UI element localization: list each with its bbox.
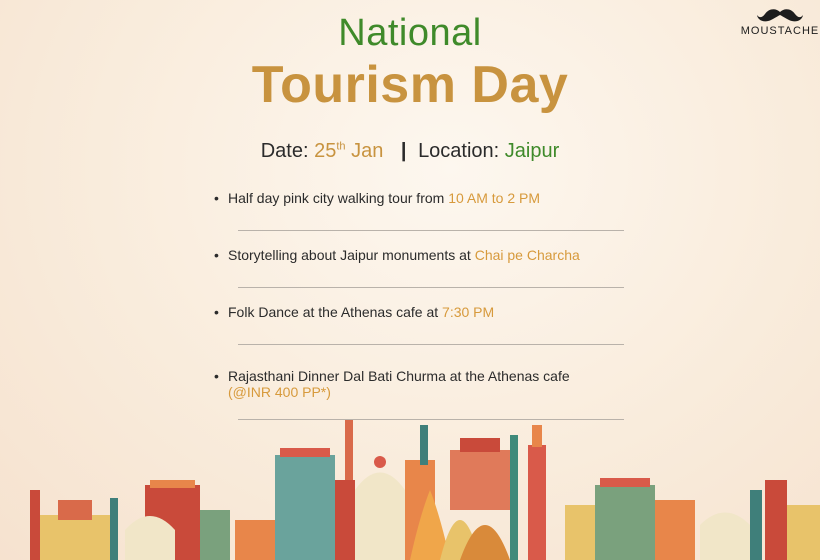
list-item: • Folk Dance at the Athenas cafe at 7:30 PM — [214, 304, 495, 320]
jaipur-skyline-illustration — [0, 420, 820, 560]
list-item: • Rajasthani Dinner Dal Bati Churma at the Athenas cafe (@INR 400 PP*) — [214, 368, 570, 400]
list-item: • Storytelling about Jaipur monuments at Chai pe Charcha — [214, 247, 580, 263]
title-tourism-day: Tourism Day — [251, 56, 569, 114]
meta-separator: | — [400, 140, 407, 162]
bullet: • — [214, 247, 219, 263]
title-national: National — [338, 12, 482, 54]
bullet: • — [214, 190, 219, 206]
location-label: Location: — [418, 140, 500, 162]
bullet: • — [214, 304, 219, 320]
date-label: Date: — [260, 140, 309, 162]
location-value: Jaipur — [504, 140, 560, 162]
bullet: • — [214, 368, 219, 384]
divider — [238, 287, 624, 288]
list-item: • Half day pink city walking tour from 10 AM to 2 PM — [214, 190, 541, 206]
event-meta — [0, 140, 820, 163]
logo-text: MOUSTACHE — [740, 25, 820, 37]
divider — [238, 344, 624, 345]
date-value: 25th Jan — [314, 140, 384, 162]
divider — [238, 230, 624, 231]
